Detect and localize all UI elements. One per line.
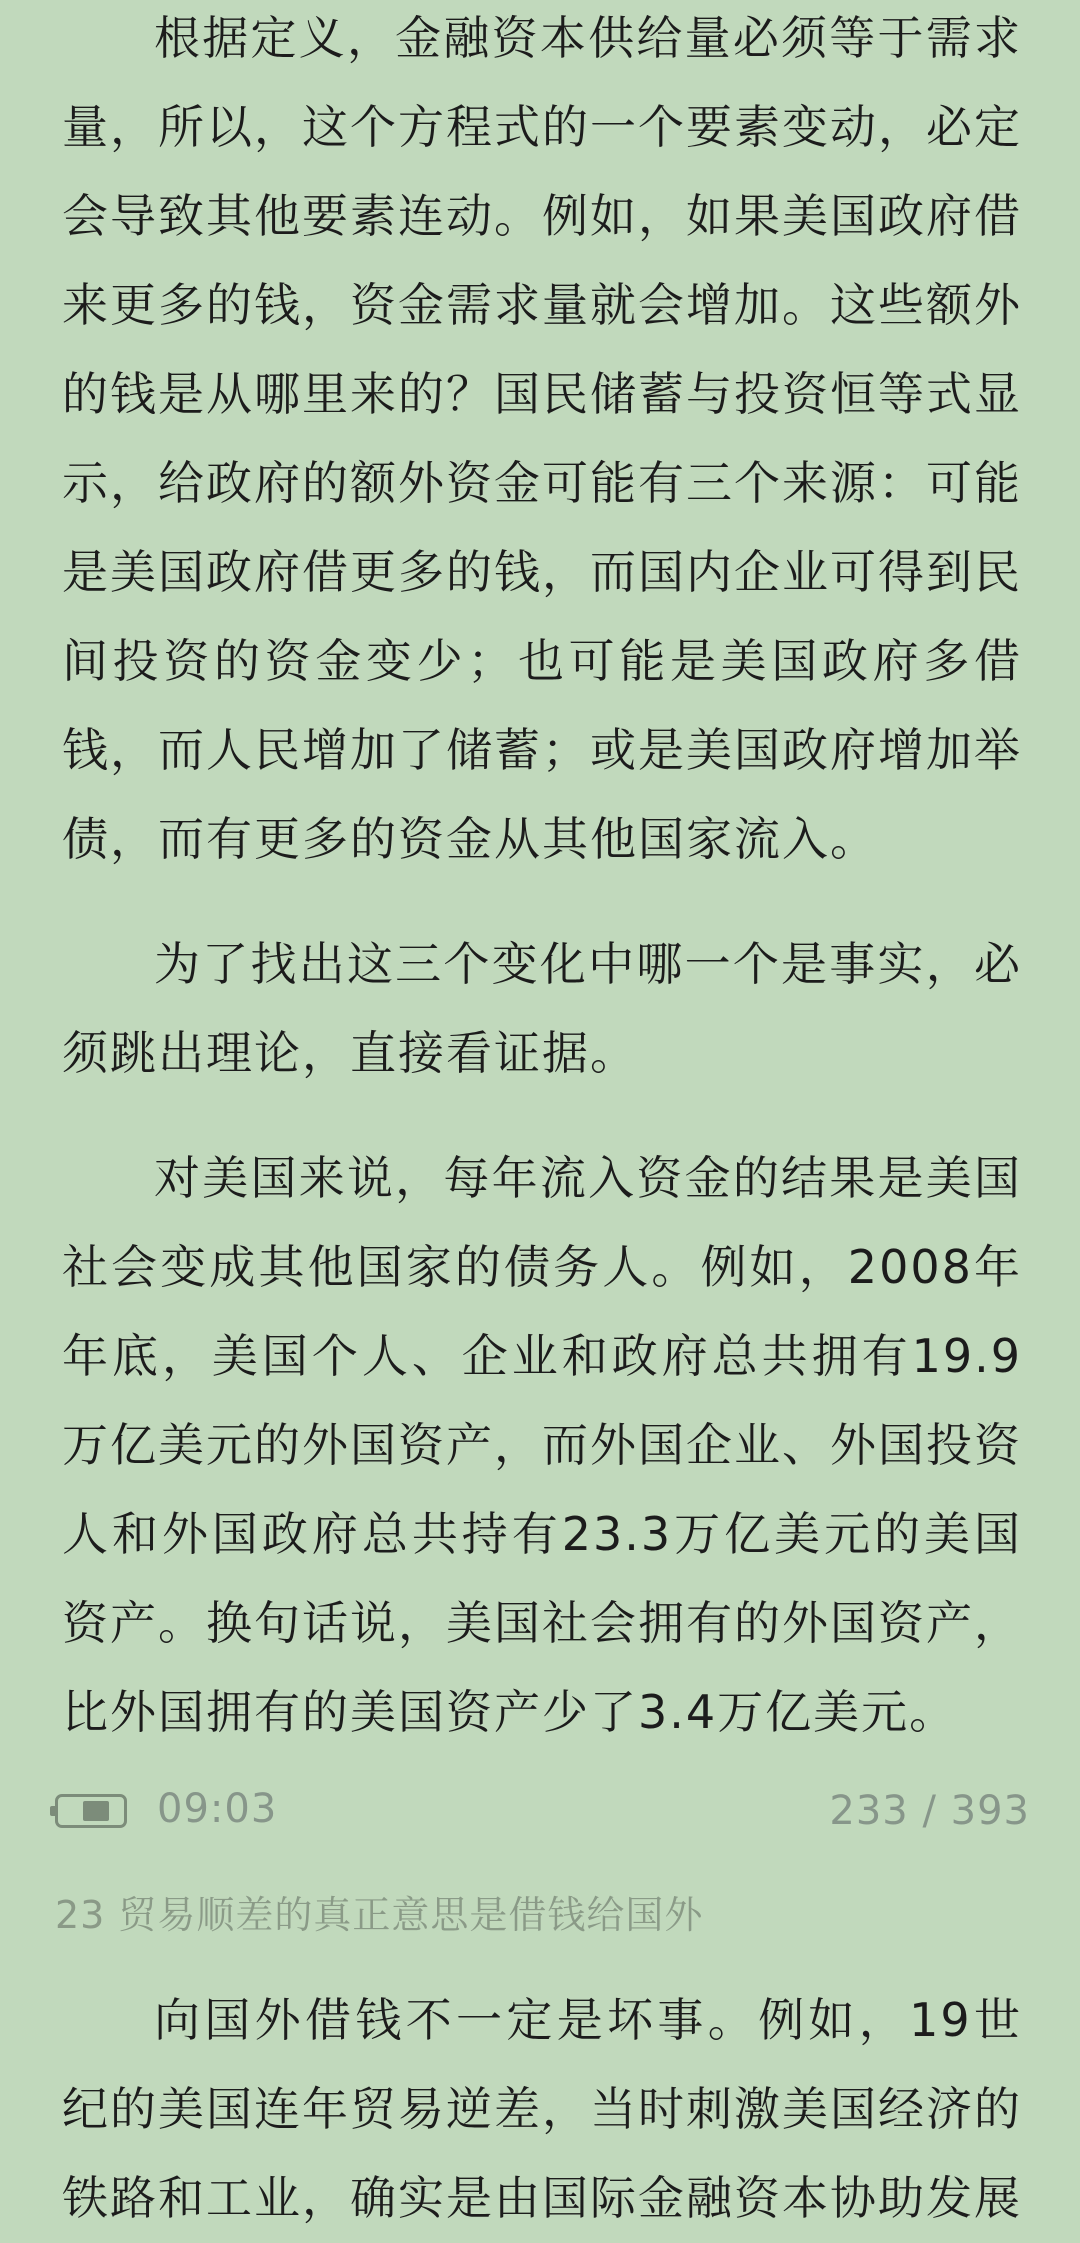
paragraph: 为了找出这三个变化中哪一个是事实，必须跳出理论，直接看证据。 — [62, 937, 1022, 1080]
clock: 09:03 — [157, 1786, 278, 1832]
paragraph: 根据定义，金融资本供给量必须等于需求量，所以，这个方程式的一个要素变动，必定会导致其他要素连动。例如，如果美国政府借来更多的钱，资金需求量就会增加。这些额外的钱是从哪里来的？国民储蓄与投资恒等式显示，给政府的额外资金可能有三个来源：可能是美国政府借更多的钱，而国内企业可得到民间投资的资金变少；也可能是美国政府多借钱，而人民增加了储蓄；或是美国政府增加举债，而有更多的资金从其他国家流入。 — [62, 11, 1022, 866]
battery-level — [83, 1801, 109, 1821]
chapter-body-bottom — [62, 1976, 1022, 2243]
chapter-body-top — [62, 0, 1022, 1757]
chapter-title: 23 贸易顺差的真正意思是借钱给国外 — [55, 1893, 704, 1937]
page-indicator: 233 / 393 — [829, 1788, 1030, 1834]
battery-icon — [55, 1794, 127, 1828]
paragraph: 对美国来说，每年流入资金的结果是美国社会变成其他国家的债务人。例如，2008年年底，美国个人、企业和政府总共拥有19.9万亿美元的外国资产，而外国企业、外国投资人和外国政府总共持有23.3万亿美元的美国资产。换句话说，美国社会拥有的外国资产，比外国拥有的美国资产少了3.4万亿美元。 — [62, 1151, 1022, 1739]
reader-status-bar — [55, 1782, 1030, 1842]
paragraph: 向国外借钱不一定是坏事。例如，19世纪的美国连年贸易逆差，当时刺激美国经济的铁路和工业，确实是由国际金融资本协助发展 — [62, 1993, 1022, 2225]
